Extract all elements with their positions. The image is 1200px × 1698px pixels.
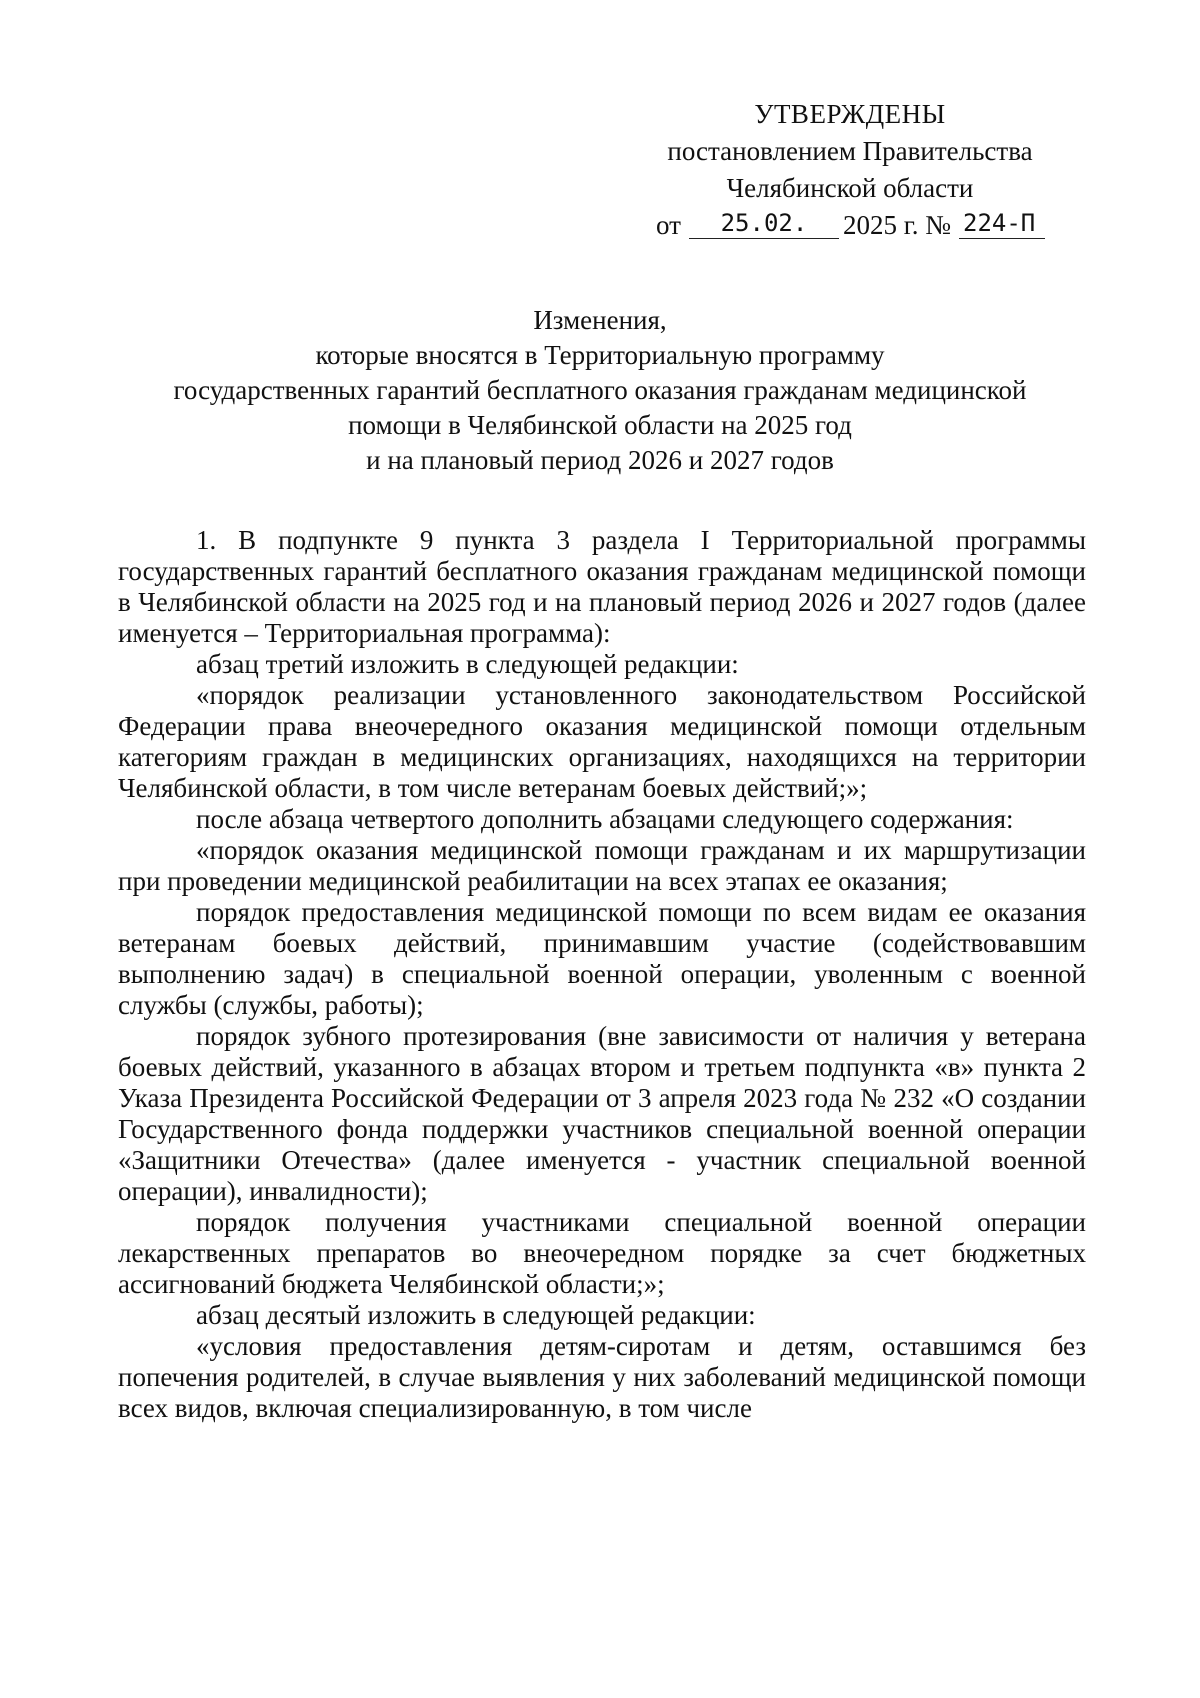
title-line-3: государственных гарантий бесплатного оказания гражданам медицинской: [173, 375, 1027, 405]
paragraph-2: абзац третий изложить в следующей редакции:: [196, 649, 739, 679]
paragraph-8: порядок получения участниками специальной военной операции лекарственных препаратов во внеочередном порядке за счет бюджетных ассигнований бюджета Челябинской области;»;: [118, 1207, 1086, 1299]
title-line-4: помощи в Челябинской области на 2025 год: [348, 410, 852, 440]
document-body: [118, 525, 1086, 1424]
paragraph-1: 1. В подпункте 9 пункта 3 раздела I Территориальной программы государственных гарантий бесплатного оказания гражданам медицинской помощи в Челябинской области на 2025 год и на плановый период 2026 и 2027 годов (далее именуется – Территориальная программа):: [118, 525, 1086, 648]
approval-number: 224-П: [959, 208, 1045, 239]
paragraph-6: порядок предоставления медицинской помощи по всем видам ее оказания ветеранам боевых действий, принимавшим участие (содействовавшим выполнению задач) в специальной военной операции, уволенным с военной службы (службы, работы);: [118, 897, 1086, 1020]
approval-resolution: постановлением Правительства: [667, 136, 1033, 166]
paragraph-4: после абзаца четвертого дополнить абзацами следующего содержания:: [196, 804, 1014, 834]
title-line-5: и на плановый период 2026 и 2027 годов: [366, 445, 834, 475]
document-title: [120, 303, 1080, 478]
approval-date-prefix: от: [656, 210, 681, 240]
approval-stamp: [640, 96, 1060, 244]
paragraph-10: «условия предоставления детям-сиротам и детям, оставшимся без попечения родителей, в случае выявления у них заболеваний медицинской помощи всех видов, включая специализированную, в том числе: [118, 1331, 1086, 1423]
approval-date: 25.02.: [689, 208, 839, 239]
paragraph-3: «порядок реализации установленного законодательством Российской Федерации права внеочередного оказания медицинской помощи отдельным категориям граждан в медицинских организациях, находящихся на территории Челябинской области, в том числе ветеранам боевых действий;»;: [118, 680, 1086, 803]
paragraph-7: порядок зубного протезирования (вне зависимости от наличия у ветерана боевых действий, указанного в абзацах втором и третьем подпункта «в» пункта 2 Указа Президента Российской Федерации от 3 апреля 2023 года № 232 «О создании Государственного фонда поддержки участников специальной военной операции «Защитники Отечества» (далее именуется - участник специальной военной операции), инвалидности);: [118, 1021, 1086, 1206]
title-line-1: Изменения,: [533, 305, 667, 335]
title-line-2: которые вносятся в Территориальную программу: [315, 340, 885, 370]
approval-heading: УТВЕРЖДЕНЫ: [754, 99, 946, 129]
paragraph-5: «порядок оказания медицинской помощи гражданам и их маршрутизации при проведении медицинской реабилитации на всех этапах ее оказания;: [118, 835, 1086, 896]
approval-year-text: 2025 г. №: [842, 210, 951, 240]
paragraph-9: абзац десятый изложить в следующей редакции:: [196, 1300, 756, 1330]
approval-date-line: [640, 207, 1060, 244]
approval-region: Челябинской области: [726, 173, 974, 203]
